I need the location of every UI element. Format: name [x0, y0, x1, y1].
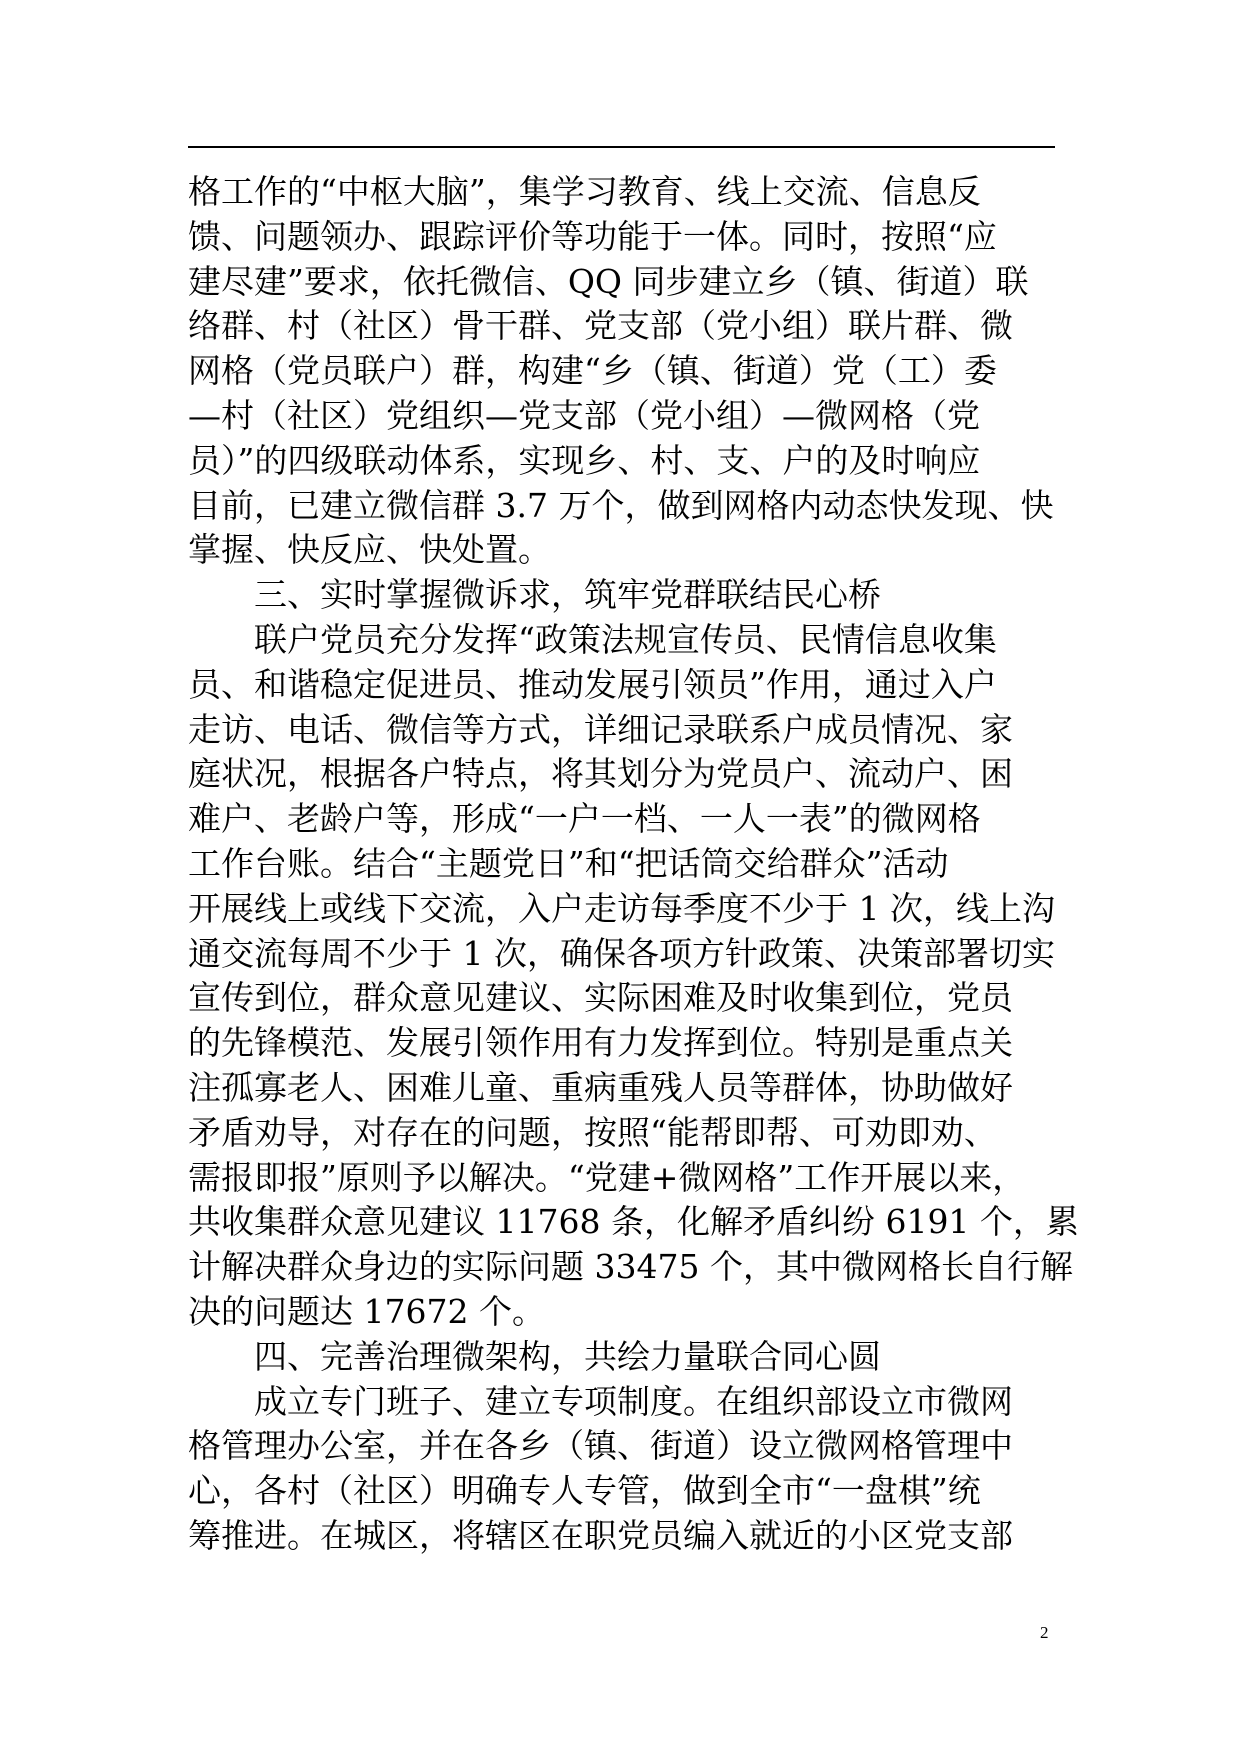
- text-line: —村（社区）党组织—党支部（党小组）—微网格（党: [188, 395, 980, 435]
- text-line: 格工作的“中枢大脑”，集学习教育、线上交流、信息反: [188, 172, 981, 211]
- paragraph-start: 成立专门班子、建立专项制度。在组织部设立市微网: [254, 1381, 1013, 1421]
- text-line: 掌握、快反应、快处置。: [188, 530, 551, 570]
- text-line: 共收集群众意见建议 11768 条，化解矛盾纠纷 6191 个，累: [188, 1202, 1079, 1242]
- section-heading-4: 四、完善治理微架构，共绘力量联合同心圆: [254, 1336, 881, 1376]
- section-heading-3: 三、实时掌握微诉求，筑牢党群联结民心桥: [254, 575, 881, 615]
- text-line: 开展线上或线下交流，入户走访每季度不少于 1 次，线上沟: [188, 888, 1055, 928]
- text-line: 宣传到位，群众意见建议、实际困难及时收集到位，党员: [188, 978, 1013, 1018]
- text-line: 走访、电话、微信等方式，详细记录联系户成员情况、家: [188, 709, 1013, 749]
- text-line: 员）”的四级联动体系，实现乡、村、支、户的及时响应: [188, 440, 981, 480]
- page-number: 2: [1040, 1623, 1049, 1642]
- text-line: 的先锋模范、发展引领作用有力发挥到位。特别是重点关: [188, 1023, 1013, 1063]
- text-line: 通交流每周不少于 1 次，确保各项方针政策、决策部署切实: [188, 933, 1055, 973]
- text-line: 建尽建”要求，依托微信、QQ 同步建立乡（镇、街道）联: [188, 261, 1029, 301]
- text-line: 难户、老龄户等，形成“一户一档、一人一表”的微网格: [188, 799, 981, 839]
- text-line: 计解决群众身边的实际问题 33475 个，其中微网格长自行解: [188, 1247, 1073, 1287]
- header-rule: [188, 146, 1055, 148]
- text-line: 心，各村（社区）明确专人专管，做到全市“一盘棋”统: [188, 1471, 981, 1511]
- text-line: 注孤寡老人、困难儿童、重病重残人员等群体，协助做好: [188, 1067, 1013, 1107]
- text-line: 络群、村（社区）骨干群、党支部（党小组）联片群、微: [188, 306, 1013, 346]
- text-line: 格管理办公室，并在各乡（镇、街道）设立微网格管理中: [188, 1426, 1013, 1466]
- text-line: 员、和谐稳定促进员、推动发展引领员”作用，通过入户: [188, 664, 997, 704]
- text-line: 矛盾劝导，对存在的问题，按照“能帮即帮、可劝即劝、: [188, 1112, 997, 1152]
- text-line: 网格（党员联户）群，构建“乡（镇、街道）党（工）委: [188, 351, 997, 391]
- paragraph-start: 联户党员充分发挥“政策法规宣传员、民情信息收集: [254, 619, 997, 659]
- document-body: [188, 170, 1088, 1559]
- text-line: 目前，已建立微信群 3.7 万个，做到网格内动态快发现、快: [188, 485, 1054, 525]
- text-line: 需报即报”原则予以解决。“党建+微网格”工作开展以来，: [188, 1157, 1026, 1197]
- text-line: 工作台账。结合“主题党日”和“把话筒交给群众”活动: [188, 843, 949, 883]
- text-line: 庭状况，根据各户特点，将其划分为党员户、流动户、困: [188, 754, 1013, 794]
- text-line: 馈、问题领办、跟踪评价等功能于一体。同时，按照“应: [188, 216, 997, 256]
- text-line: 筹推进。在城区，将辖区在职党员编入就近的小区党支部: [188, 1515, 1013, 1555]
- text-line: 决的问题达 17672 个。: [188, 1291, 545, 1331]
